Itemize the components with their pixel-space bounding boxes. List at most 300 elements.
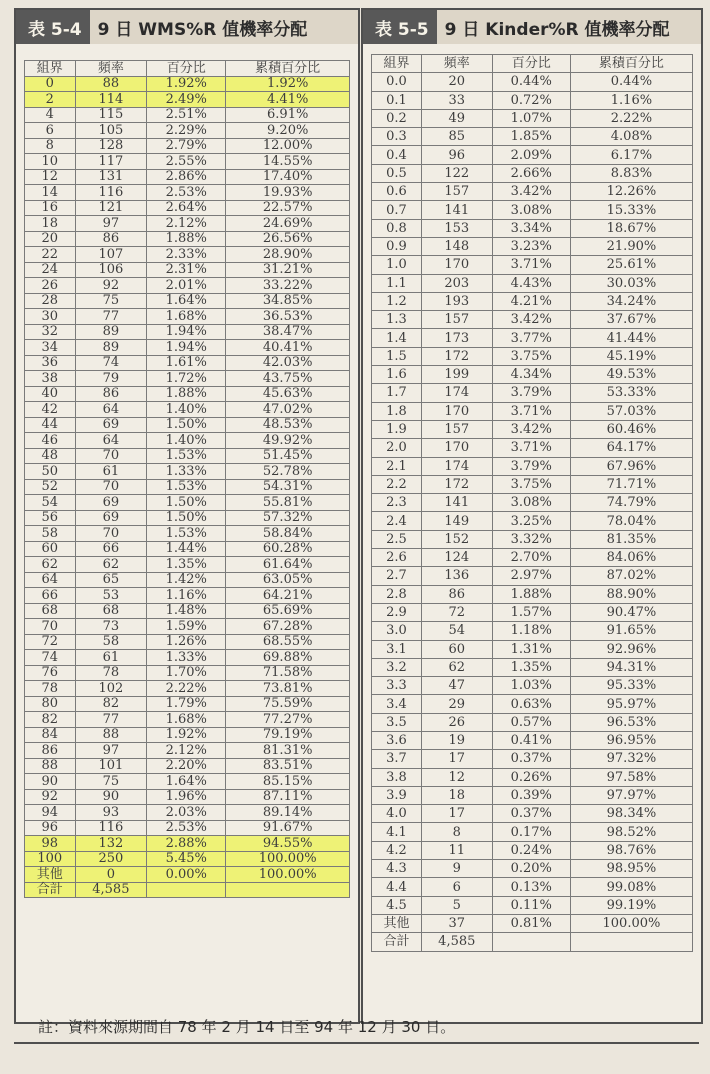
- table-cell: 88: [75, 727, 147, 743]
- table-row: [25, 882, 350, 898]
- table-cell: 17: [421, 750, 492, 768]
- table-cell: 98.76%: [570, 841, 692, 859]
- table-cell: 1.68%: [147, 712, 226, 728]
- table-row: [372, 768, 693, 786]
- table-row: [372, 219, 693, 237]
- table-cell: 96: [25, 820, 76, 836]
- table-cell: 18: [25, 216, 76, 232]
- table-cell: 89: [75, 340, 147, 356]
- table-cell: 1.57%: [492, 603, 570, 621]
- table-cell: 9.20%: [226, 123, 350, 139]
- wms-table-panel: [14, 8, 360, 1024]
- table-cell: 1.88%: [147, 386, 226, 402]
- table-cell: 68: [25, 603, 76, 619]
- table-cell: 1.68%: [147, 309, 226, 325]
- table-cell: 1.33%: [147, 650, 226, 666]
- table-row: [372, 384, 693, 402]
- table-cell: 0.72%: [492, 91, 570, 109]
- table-cell: 106: [75, 262, 147, 278]
- table-cell: 58: [25, 526, 76, 542]
- table-cell: 2.1: [372, 457, 422, 475]
- table-cell: 2.7: [372, 567, 422, 585]
- table-cell: 63.05%: [226, 572, 350, 588]
- table-cell: 54: [25, 495, 76, 511]
- table-cell: 2.51%: [147, 107, 226, 123]
- table-cell: 1.96%: [147, 789, 226, 805]
- table-row: [25, 231, 350, 247]
- table-cell: 24.69%: [226, 216, 350, 232]
- table-cell: 57.03%: [570, 402, 692, 420]
- table-cell: 0.6: [372, 183, 422, 201]
- table-cell: 1.53%: [147, 448, 226, 464]
- table-cell: 2.86%: [147, 169, 226, 185]
- table-cell: 14.55%: [226, 154, 350, 170]
- table-cell: 116: [75, 185, 147, 201]
- table-cell: 40: [25, 386, 76, 402]
- table-cell: 1.79%: [147, 696, 226, 712]
- table-cell: 8: [25, 138, 76, 154]
- table-cell: 50: [25, 464, 76, 480]
- table-cell: 0.26%: [492, 768, 570, 786]
- table-row: [25, 805, 350, 821]
- table-row: [25, 696, 350, 712]
- table-cell: 84.06%: [570, 549, 692, 567]
- table-cell: 2.53%: [147, 185, 226, 201]
- table-cell: 95.97%: [570, 695, 692, 713]
- table-cell: 36: [25, 355, 76, 371]
- table-cell: 12.00%: [226, 138, 350, 154]
- table-cell: 1.18%: [492, 622, 570, 640]
- table-row: [372, 73, 693, 91]
- table-cell: 0.0: [372, 73, 422, 91]
- table-row: [25, 340, 350, 356]
- table-cell: 75: [75, 774, 147, 790]
- column-header: 組界: [372, 55, 422, 73]
- table-cell: 18: [421, 786, 492, 804]
- table-cell: 28: [25, 293, 76, 309]
- table-row: [372, 786, 693, 804]
- table-cell: 80: [25, 696, 76, 712]
- table-cell: 5.45%: [147, 851, 226, 867]
- table-cell: 4: [25, 107, 76, 123]
- table-cell: 11: [421, 841, 492, 859]
- table-cell: 42.03%: [226, 355, 350, 371]
- table-cell: 100: [25, 851, 76, 867]
- table-cell: 71.58%: [226, 665, 350, 681]
- table-cell: 62: [25, 557, 76, 573]
- table-cell: 82: [75, 696, 147, 712]
- table-cell: 94.31%: [570, 658, 692, 676]
- table-cell: 3.1: [372, 640, 422, 658]
- kinder-table-title: 9 日 Kinder%R 值機率分配: [437, 10, 701, 44]
- table-cell: 83.51%: [226, 758, 350, 774]
- table-cell: 199: [421, 366, 492, 384]
- table-cell: 3.79%: [492, 457, 570, 475]
- table-cell: 43.75%: [226, 371, 350, 387]
- table-row: [25, 820, 350, 836]
- table-cell: 78.04%: [570, 512, 692, 530]
- table-cell: 3.0: [372, 622, 422, 640]
- table-row: [25, 247, 350, 263]
- table-cell: 4,585: [421, 933, 492, 951]
- table-cell: 4.2: [372, 841, 422, 859]
- table-cell: 61: [75, 650, 147, 666]
- table-cell: 64.17%: [570, 439, 692, 457]
- table-cell: 69: [75, 495, 147, 511]
- table-row: [372, 366, 693, 384]
- table-cell: 61.64%: [226, 557, 350, 573]
- table-row: [25, 665, 350, 681]
- table-row: [372, 402, 693, 420]
- table-row: [25, 727, 350, 743]
- table-cell: 2.20%: [147, 758, 226, 774]
- table-row: [372, 347, 693, 365]
- table-cell: 34.24%: [570, 292, 692, 310]
- table-cell: 87.02%: [570, 567, 692, 585]
- table-cell: 1.16%: [570, 91, 692, 109]
- table-cell: 2.66%: [492, 164, 570, 182]
- table-cell: 70: [75, 479, 147, 495]
- table-cell: 0.41%: [492, 731, 570, 749]
- table-cell: 3.6: [372, 731, 422, 749]
- table-cell: 2.12%: [147, 216, 226, 232]
- table-cell: 54: [421, 622, 492, 640]
- table-cell: 3.71%: [492, 256, 570, 274]
- table-row: [25, 92, 350, 108]
- table-cell: 53.33%: [570, 384, 692, 402]
- column-header: 百分比: [492, 55, 570, 73]
- table-row: [372, 164, 693, 182]
- table-cell: 100.00%: [570, 914, 692, 932]
- table-cell: 6.17%: [570, 146, 692, 164]
- table-cell: 170: [421, 439, 492, 457]
- table-cell: 3.08%: [492, 201, 570, 219]
- table-cell: [570, 933, 692, 951]
- table-cell: 2.12%: [147, 743, 226, 759]
- table-cell: 8.83%: [570, 164, 692, 182]
- table-cell: 15.33%: [570, 201, 692, 219]
- wms-table-title: 9 日 WMS%R 值機率分配: [90, 10, 358, 44]
- table-row: [372, 475, 693, 493]
- table-cell: 9: [421, 860, 492, 878]
- table-cell: 0.17%: [492, 823, 570, 841]
- table-row: [372, 237, 693, 255]
- table-cell: 2.22%: [147, 681, 226, 697]
- table-row: [25, 262, 350, 278]
- table-cell: 2.4: [372, 512, 422, 530]
- table-cell: 97.58%: [570, 768, 692, 786]
- table-cell: 36.53%: [226, 309, 350, 325]
- table-cell: 37: [421, 914, 492, 932]
- table-cell: 4,585: [75, 882, 147, 898]
- table-cell: 132: [75, 836, 147, 852]
- table-cell: 1.88%: [147, 231, 226, 247]
- table-cell: 86: [421, 585, 492, 603]
- table-cell: 0.13%: [492, 878, 570, 896]
- table-cell: 0.7: [372, 201, 422, 219]
- column-header: 累積百分比: [570, 55, 692, 73]
- table-cell: 4.43%: [492, 274, 570, 292]
- table-cell: 26: [25, 278, 76, 294]
- table-cell: 3.5: [372, 713, 422, 731]
- table-cell: 105: [75, 123, 147, 139]
- table-cell: 1.33%: [147, 464, 226, 480]
- table-cell: 65: [75, 572, 147, 588]
- table-cell: 19.93%: [226, 185, 350, 201]
- table-cell: 4.21%: [492, 292, 570, 310]
- table-cell: 4.4: [372, 878, 422, 896]
- table-cell: 90.47%: [570, 603, 692, 621]
- table-row: [25, 278, 350, 294]
- table-row: [372, 567, 693, 585]
- table-cell: 14: [25, 185, 76, 201]
- table-cell: 1.59%: [147, 619, 226, 635]
- table-row: [372, 841, 693, 859]
- table-cell: 67.28%: [226, 619, 350, 635]
- table-cell: 1.48%: [147, 603, 226, 619]
- table-cell: 94: [25, 805, 76, 821]
- table-cell: 2.64%: [147, 200, 226, 216]
- table-cell: 1.61%: [147, 355, 226, 371]
- table-cell: 2.0: [372, 439, 422, 457]
- table-cell: 0.39%: [492, 786, 570, 804]
- table-cell: 1.92%: [147, 76, 226, 92]
- table-cell: 81.35%: [570, 530, 692, 548]
- table-cell: 3.32%: [492, 530, 570, 548]
- table-cell: 54.31%: [226, 479, 350, 495]
- table-cell: 合計: [372, 933, 422, 951]
- table-cell: 2.31%: [147, 262, 226, 278]
- table-row: [25, 557, 350, 573]
- table-row: [25, 123, 350, 139]
- table-cell: 1.92%: [147, 727, 226, 743]
- table-cell: 157: [421, 183, 492, 201]
- table-cell: 4.41%: [226, 92, 350, 108]
- table-cell: 47.02%: [226, 402, 350, 418]
- table-cell: 73.81%: [226, 681, 350, 697]
- table-row: [372, 823, 693, 841]
- table-cell: 97: [75, 216, 147, 232]
- table-cell: 131: [75, 169, 147, 185]
- table-cell: 3.8: [372, 768, 422, 786]
- table-row: [372, 109, 693, 127]
- table-cell: 2.49%: [147, 92, 226, 108]
- table-cell: 1.03%: [492, 677, 570, 695]
- table-cell: 55.81%: [226, 495, 350, 511]
- table-cell: 33.22%: [226, 278, 350, 294]
- table-cell: 89: [75, 324, 147, 340]
- table-cell: 0.63%: [492, 695, 570, 713]
- table-row: [25, 541, 350, 557]
- source-note: 註：資料來源期間自 78 年 2 月 14 日至 94 年 12 月 30 日。: [38, 1018, 456, 1036]
- table-cell: 153: [421, 219, 492, 237]
- table-cell: 115: [75, 107, 147, 123]
- table-cell: 6: [25, 123, 76, 139]
- table-cell: 68.55%: [226, 634, 350, 650]
- table-row: [25, 634, 350, 650]
- table-cell: 64: [75, 402, 147, 418]
- table-cell: 128: [75, 138, 147, 154]
- table-row: [372, 805, 693, 823]
- table-header-row: [25, 61, 350, 77]
- table-cell: 66: [75, 541, 147, 557]
- table-cell: 2.33%: [147, 247, 226, 263]
- table-cell: 其他: [25, 867, 76, 883]
- table-cell: 1.50%: [147, 417, 226, 433]
- table-cell: 1.94%: [147, 324, 226, 340]
- table-cell: 4.34%: [492, 366, 570, 384]
- table-cell: 64: [25, 572, 76, 588]
- table-cell: 116: [75, 820, 147, 836]
- table-cell: 30.03%: [570, 274, 692, 292]
- table-cell: 157: [421, 311, 492, 329]
- table-cell: 0.20%: [492, 860, 570, 878]
- table-row: [25, 371, 350, 387]
- table-cell: 2.03%: [147, 805, 226, 821]
- table-cell: 0.37%: [492, 750, 570, 768]
- table-cell: 1.64%: [147, 774, 226, 790]
- table-row: [372, 750, 693, 768]
- table-cell: 42: [25, 402, 76, 418]
- table-cell: 3.34%: [492, 219, 570, 237]
- table-cell: 24: [25, 262, 76, 278]
- table-cell: 71.71%: [570, 475, 692, 493]
- table-cell: 85.15%: [226, 774, 350, 790]
- table-row: [372, 512, 693, 530]
- table-cell: 66: [25, 588, 76, 604]
- table-cell: 1.44%: [147, 541, 226, 557]
- table-cell: 51.45%: [226, 448, 350, 464]
- table-cell: 47: [421, 677, 492, 695]
- table-cell: 40.41%: [226, 340, 350, 356]
- table-cell: 6: [421, 878, 492, 896]
- table-cell: 65.69%: [226, 603, 350, 619]
- table-cell: 4.08%: [570, 128, 692, 146]
- table-cell: 73: [75, 619, 147, 635]
- table-cell: 17: [421, 805, 492, 823]
- table-cell: 合計: [25, 882, 76, 898]
- table-row: [25, 185, 350, 201]
- table-row: [25, 479, 350, 495]
- table-cell: 60.28%: [226, 541, 350, 557]
- table-cell: 19: [421, 731, 492, 749]
- table-row: [25, 154, 350, 170]
- table-cell: 77: [75, 712, 147, 728]
- table-cell: 86: [75, 231, 147, 247]
- table-cell: 97: [75, 743, 147, 759]
- table-cell: 20: [421, 73, 492, 91]
- table-row: [372, 933, 693, 951]
- table-cell: 90: [25, 774, 76, 790]
- column-header: 百分比: [147, 61, 226, 77]
- table-cell: 33: [421, 91, 492, 109]
- table-cell: 1.40%: [147, 402, 226, 418]
- table-cell: 149: [421, 512, 492, 530]
- table-cell: 170: [421, 402, 492, 420]
- table-cell: 92: [25, 789, 76, 805]
- table-cell: 96: [421, 146, 492, 164]
- table-row: [25, 433, 350, 449]
- table-row: [25, 510, 350, 526]
- table-cell: 136: [421, 567, 492, 585]
- table-cell: 22: [25, 247, 76, 263]
- table-cell: 5: [421, 896, 492, 914]
- table-row: [372, 695, 693, 713]
- table-row: [25, 448, 350, 464]
- table-row: [372, 274, 693, 292]
- table-cell: 193: [421, 292, 492, 310]
- table-row: [25, 758, 350, 774]
- table-cell: 69: [75, 417, 147, 433]
- table-cell: 76: [25, 665, 76, 681]
- table-cell: 97.97%: [570, 786, 692, 804]
- table-cell: 69.88%: [226, 650, 350, 666]
- table-cell: 74: [25, 650, 76, 666]
- table-cell: 170: [421, 256, 492, 274]
- table-cell: 1.16%: [147, 588, 226, 604]
- table-cell: 1.53%: [147, 526, 226, 542]
- table-cell: 26.56%: [226, 231, 350, 247]
- table-cell: 1.1: [372, 274, 422, 292]
- table-cell: 1.94%: [147, 340, 226, 356]
- table-cell: 2.53%: [147, 820, 226, 836]
- table-cell: 57.32%: [226, 510, 350, 526]
- table-cell: 18.67%: [570, 219, 692, 237]
- table-cell: 53: [75, 588, 147, 604]
- table-cell: 1.9: [372, 420, 422, 438]
- table-cell: 78: [25, 681, 76, 697]
- table-cell: 98.95%: [570, 860, 692, 878]
- table-cell: 114: [75, 92, 147, 108]
- table-cell: 69: [75, 510, 147, 526]
- table-row: [372, 329, 693, 347]
- table-cell: 0.44%: [492, 73, 570, 91]
- table-cell: 74.79%: [570, 494, 692, 512]
- table-header-row: [372, 55, 693, 73]
- table-cell: 0.9: [372, 237, 422, 255]
- table-row: [25, 402, 350, 418]
- table-cell: 89.14%: [226, 805, 350, 821]
- table-row: [372, 183, 693, 201]
- table-row: [372, 256, 693, 274]
- table-cell: 2.09%: [492, 146, 570, 164]
- table-cell: 152: [421, 530, 492, 548]
- table-cell: 0: [25, 76, 76, 92]
- table-cell: 3.4: [372, 695, 422, 713]
- table-cell: 30: [25, 309, 76, 325]
- table-row: [372, 603, 693, 621]
- table-cell: 91.67%: [226, 820, 350, 836]
- table-cell: 99.08%: [570, 878, 692, 896]
- table-row: [372, 201, 693, 219]
- column-header: 頻率: [75, 61, 147, 77]
- table-row: [372, 914, 693, 932]
- table-cell: 148: [421, 237, 492, 255]
- table-cell: 34.85%: [226, 293, 350, 309]
- table-cell: 2.55%: [147, 154, 226, 170]
- table-cell: 60: [421, 640, 492, 658]
- kinder-table-titlebar: [363, 10, 701, 44]
- table-row: [25, 712, 350, 728]
- table-cell: 91.65%: [570, 622, 692, 640]
- table-cell: [226, 882, 350, 898]
- table-cell: 37.67%: [570, 311, 692, 329]
- table-row: [25, 743, 350, 759]
- table-row: [25, 76, 350, 92]
- table-row: [25, 526, 350, 542]
- table-cell: 1.7: [372, 384, 422, 402]
- table-cell: 2.97%: [492, 567, 570, 585]
